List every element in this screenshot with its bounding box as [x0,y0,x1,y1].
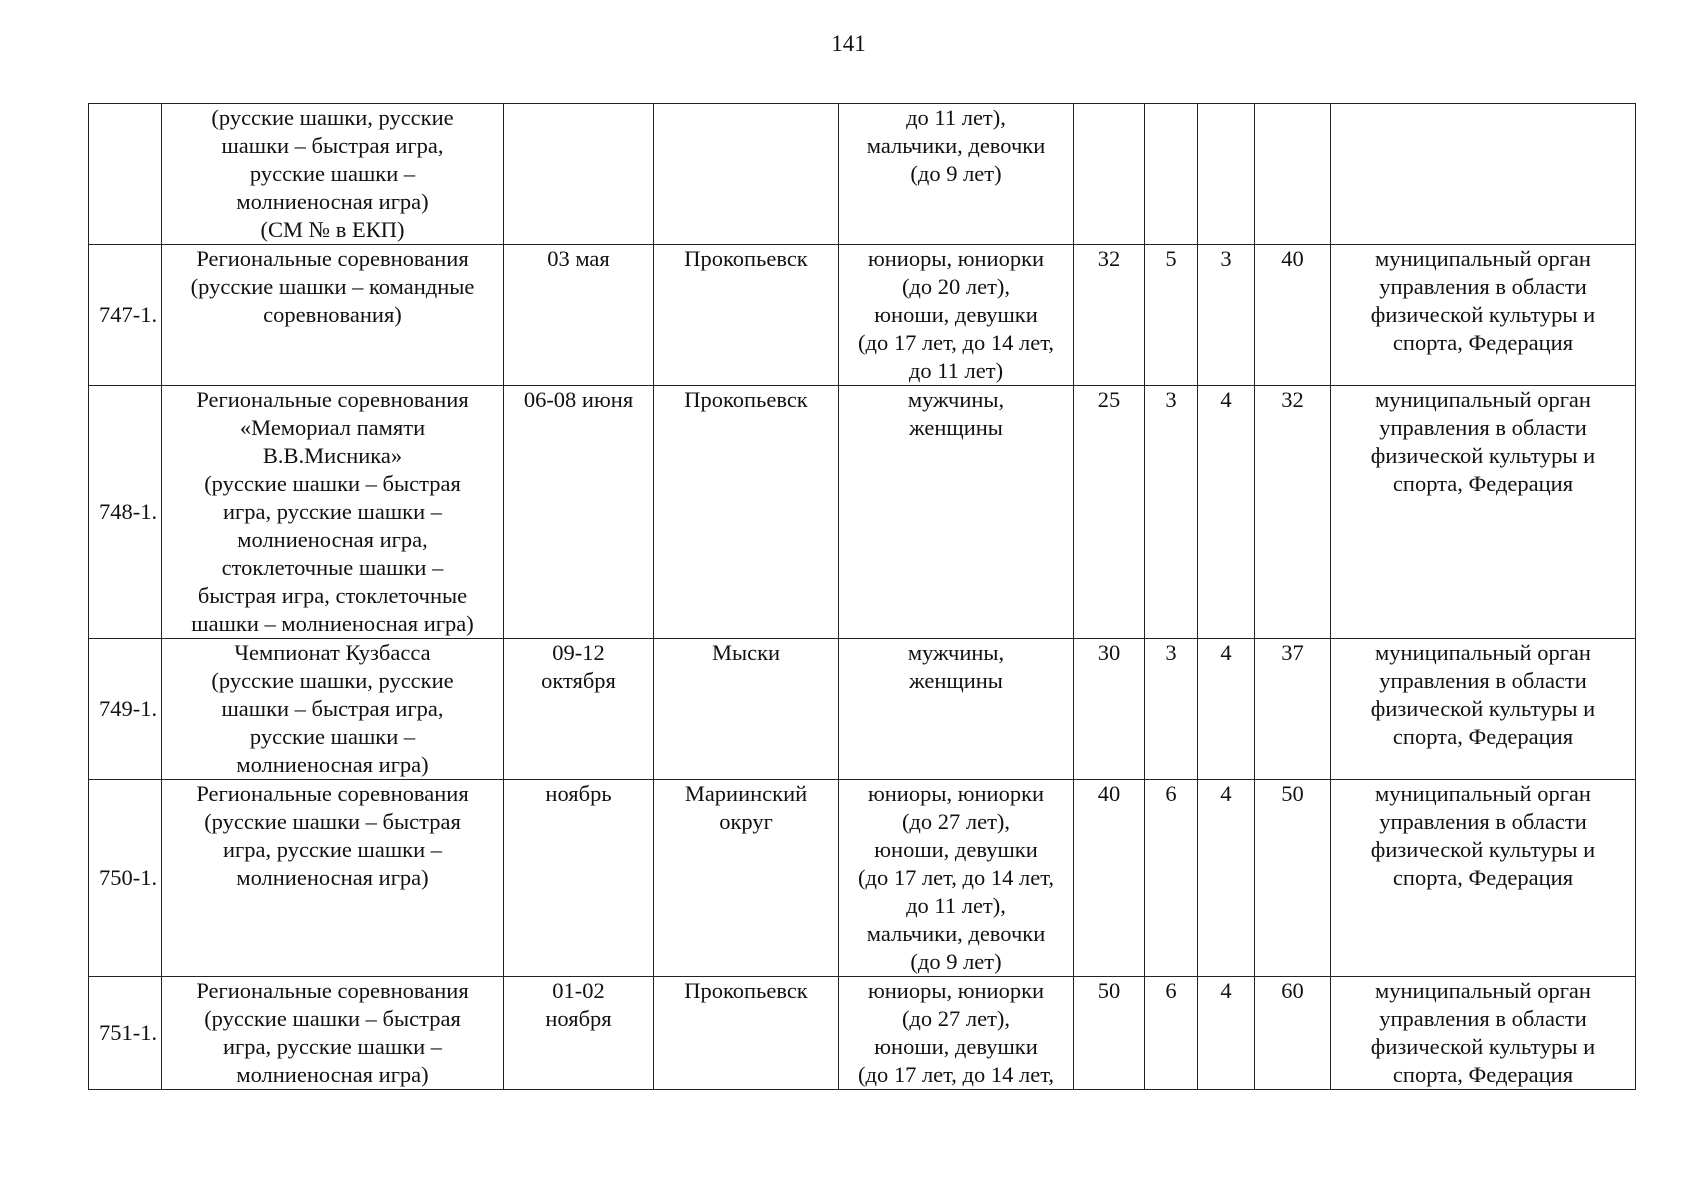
cell-date [504,245,654,386]
cell-text-line: соревнования) [263,302,402,327]
cell-total [1255,639,1331,780]
cell-date [504,639,654,780]
cell-age-groups [839,977,1074,1090]
cell-date [504,104,654,245]
cell-text-line: юниоры, юниорки [867,978,1045,1003]
cell-organizer [1331,104,1636,245]
cell-text-line: (СМ № в ЕКП) [260,217,405,242]
cell-text-line: муниципальный орган [1375,246,1591,271]
cell-text-line: Региональные соревнования [196,246,469,271]
cell-text-line: молниеносная игра) [236,189,429,214]
cell-coaches [1145,386,1198,639]
cell-text-line: спорта, Федерация [1392,330,1574,355]
cell-text-line: физической культуры и [1370,302,1596,327]
cell-value: 3 [1220,246,1232,271]
cell-text-line: управления в области [1379,415,1587,440]
cell-text-line: юниоры, юниорки [867,246,1045,271]
cell-text-line: мальчики, девочки [866,921,1046,946]
cell-age-groups [839,780,1074,977]
cell-value: 50 [1097,978,1121,1003]
cell-event-name [162,639,504,780]
cell-text-line: Региональные соревнования [196,387,469,412]
cell-number [89,104,162,245]
cell-judges [1198,104,1255,245]
page-number: 141 [831,31,866,56]
cell-organizer [1331,780,1636,977]
cell-text-line: русские шашки – [249,161,416,186]
cell-text-line: (до 17 лет, до 14 лет, [858,330,1054,355]
cell-text-line: юноши, девушки [874,837,1038,862]
cell-event-name [162,386,504,639]
cell-value: 37 [1281,640,1304,665]
events-table [88,103,1636,1090]
cell-text-line: физической культуры и [1370,837,1596,862]
cell-participants [1074,386,1145,639]
cell-text-line: стоклеточные шашки – [221,555,444,580]
table-body [89,104,1636,1090]
cell-participants [1074,780,1145,977]
cell-value: 30 [1097,640,1121,665]
cell-judges [1198,639,1255,780]
cell-text-line: муниципальный орган [1375,781,1591,806]
cell-judges [1198,386,1255,639]
cell-text-line: Региональные соревнования [196,781,469,806]
table-row [89,977,1636,1090]
cell-value: 3 [1165,640,1177,665]
cell-value: 50 [1281,781,1304,806]
cell-text-line: управления в области [1379,1006,1587,1031]
cell-text-line: мужчины, [907,640,1005,665]
cell-text-line: округ [719,809,773,834]
cell-text-line: до 11 лет), [906,893,1006,918]
cell-place [654,245,839,386]
table-row [89,245,1636,386]
cell-coaches [1145,104,1198,245]
cell-value: 40 [1281,246,1304,271]
cell-judges [1198,977,1255,1090]
cell-value: 751-1. [99,1020,158,1045]
cell-age-groups [839,639,1074,780]
cell-text-line: спорта, Федерация [1392,724,1574,749]
cell-value: 749-1. [99,696,158,721]
cell-text-line: (русские шашки, русские [211,105,454,130]
table-row [89,386,1636,639]
cell-value: 40 [1097,781,1121,806]
cell-text-line: (русские шашки – быстрая [204,1006,461,1031]
cell-text-line: (до 20 лет), [901,274,1011,299]
cell-place [654,104,839,245]
cell-text-line: 09-12 [552,640,605,665]
cell-value: 4 [1220,978,1232,1003]
cell-place [654,639,839,780]
cell-number [89,386,162,639]
cell-event-name [162,977,504,1090]
table-row [89,104,1636,245]
cell-text-line: спорта, Федерация [1392,1062,1574,1087]
cell-number [89,780,162,977]
cell-text-line: (до 17 лет, до 14 лет, [858,865,1054,890]
cell-number [89,977,162,1090]
cell-text-line: управления в области [1379,274,1587,299]
cell-number [89,245,162,386]
cell-text-line: до 11 лет) [908,358,1004,383]
cell-text-line: быстрая игра, стоклеточные [197,583,468,608]
cell-age-groups [839,245,1074,386]
cell-text-line: (русские шашки – быстрая [204,809,461,834]
cell-text-line: Прокопьевск [684,387,808,412]
cell-text-line: муниципальный орган [1375,387,1591,412]
cell-place [654,977,839,1090]
cell-participants [1074,977,1145,1090]
cell-text-line: русские шашки – [249,724,416,749]
cell-text-line: (до 27 лет), [901,809,1011,834]
cell-organizer [1331,639,1636,780]
cell-text-line: юниоры, юниорки [867,781,1045,806]
cell-participants [1074,245,1145,386]
cell-participants [1074,639,1145,780]
cell-text-line: 06-08 июня [523,387,634,412]
cell-organizer [1331,977,1636,1090]
cell-coaches [1145,639,1198,780]
cell-text-line: Чемпионат Кузбасса [234,640,431,665]
cell-value: 25 [1097,387,1121,412]
cell-text-line: спорта, Федерация [1392,865,1574,890]
cell-value: 6 [1165,781,1177,806]
cell-total [1255,780,1331,977]
cell-text-line: игра, русские шашки – [222,837,442,862]
cell-value: 4 [1220,387,1232,412]
cell-value: 32 [1097,246,1121,271]
cell-value: 748-1. [99,499,158,524]
cell-text-line: (русские шашки – быстрая [204,471,461,496]
cell-text-line: игра, русские шашки – [222,1034,442,1059]
cell-text-line: физической культуры и [1370,443,1596,468]
cell-age-groups [839,386,1074,639]
cell-text-line: (до 9 лет) [910,949,1002,974]
cell-text-line: мужчины, [907,387,1005,412]
cell-text-line: шашки – быстрая игра, [221,133,444,158]
cell-text-line: шашки – молниеносная игра) [191,611,474,636]
cell-number [89,639,162,780]
cell-text-line: управления в области [1379,809,1587,834]
cell-value: 5 [1165,246,1177,271]
cell-text-line: муниципальный орган [1375,978,1591,1003]
table-row [89,639,1636,780]
cell-text-line: (до 9 лет) [910,161,1002,186]
cell-text-line: молниеносная игра, [237,527,428,552]
cell-value: 6 [1165,978,1177,1003]
cell-text-line: Прокопьевск [684,246,808,271]
cell-text-line: до 11 лет), [906,105,1006,130]
cell-text-line: (до 27 лет), [901,1006,1011,1031]
cell-place [654,386,839,639]
cell-coaches [1145,245,1198,386]
cell-coaches [1145,977,1198,1090]
cell-date [504,780,654,977]
cell-text-line: юноши, девушки [874,1034,1038,1059]
cell-total [1255,104,1331,245]
cell-text-line: молниеносная игра) [236,1062,429,1087]
cell-text-line: женщины [909,668,1003,693]
cell-judges [1198,780,1255,977]
cell-text-line: игра, русские шашки – [222,499,442,524]
cell-organizer [1331,245,1636,386]
cell-coaches [1145,780,1198,977]
cell-value: 32 [1281,387,1304,412]
cell-total [1255,245,1331,386]
cell-total [1255,977,1331,1090]
cell-text-line: В.В.Мисника» [262,443,403,468]
cell-text-line: женщины [909,415,1003,440]
cell-date [504,386,654,639]
cell-text-line: молниеносная игра) [236,865,429,890]
cell-text-line: муниципальный орган [1375,640,1591,665]
cell-total [1255,386,1331,639]
cell-text-line: 01-02 [552,978,605,1003]
cell-organizer [1331,386,1636,639]
cell-text-line: октября [541,668,616,693]
cell-participants [1074,104,1145,245]
cell-text-line: молниеносная игра) [236,752,429,777]
cell-text-line: (до 17 лет, до 14 лет, [858,1062,1054,1087]
cell-text-line: Прокопьевск [684,978,808,1003]
cell-text-line: «Мемориал памяти [239,415,426,440]
cell-place [654,780,839,977]
cell-text-line: спорта, Федерация [1392,471,1574,496]
cell-text-line: физической культуры и [1370,696,1596,721]
cell-event-name [162,245,504,386]
cell-text-line: ноября [545,1006,612,1031]
cell-text-line: (русские шашки – командные [190,274,475,299]
cell-text-line: управления в области [1379,668,1587,693]
cell-text-line: Мариинский [684,781,808,806]
cell-text-line: Мыски [711,640,781,665]
cell-value: 747-1. [99,302,158,327]
cell-text-line: мальчики, девочки [866,133,1046,158]
cell-text-line: (русские шашки, русские [211,668,454,693]
cell-text-line: 03 мая [547,246,610,271]
cell-value: 60 [1281,978,1304,1003]
table-row [89,780,1636,977]
cell-value: 4 [1220,781,1232,806]
cell-text-line: ноябрь [545,781,612,806]
cell-value: 750-1. [99,865,158,890]
cell-event-name [162,780,504,977]
cell-judges [1198,245,1255,386]
cell-value: 4 [1220,640,1232,665]
cell-text-line: юноши, девушки [874,302,1038,327]
cell-date [504,977,654,1090]
cell-text-line: Региональные соревнования [196,978,469,1003]
cell-event-name [162,104,504,245]
cell-age-groups [839,104,1074,245]
cell-text-line: шашки – быстрая игра, [221,696,444,721]
cell-value: 3 [1165,387,1177,412]
cell-text-line: физической культуры и [1370,1034,1596,1059]
